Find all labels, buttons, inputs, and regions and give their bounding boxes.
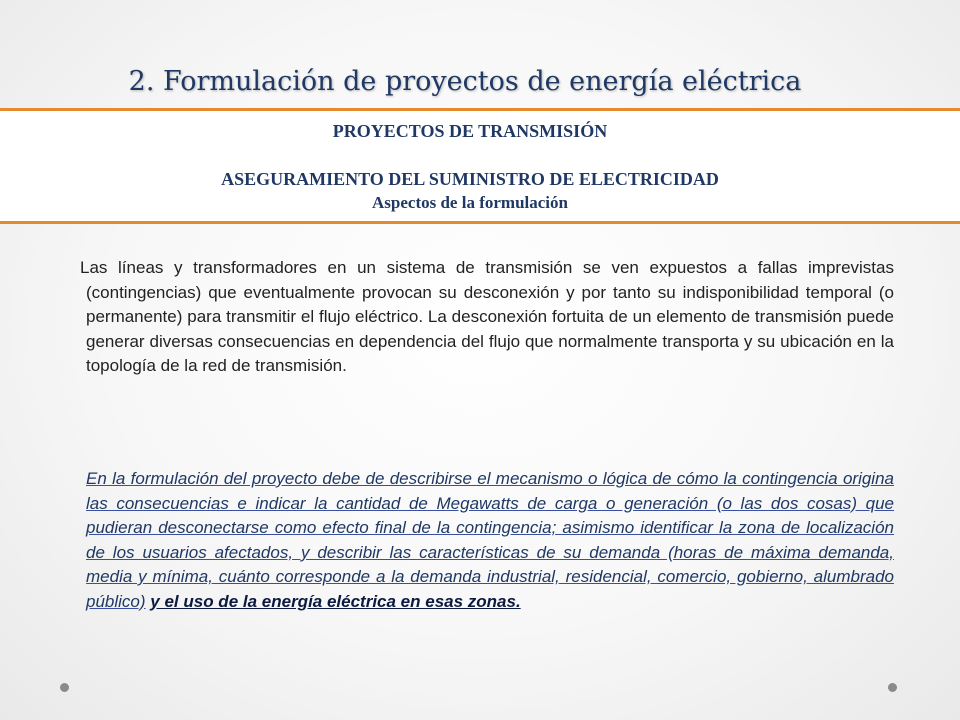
- body-paragraph-1: Las líneas y transformadores en un sistema de transmisión se ven expuestos a fallas imprevistas (contingencias) que eventualmente provocan su desconexión y por tanto su indisponibilidad temporal (o permanente) para transmitir el flujo eléctrico. La desconexión fortuita de un elemento de transmisión puede generar diversas consecuencias en dependencia del flujo que normalmente transporta y su ubicación en la topología de la red de transmisión.: [80, 258, 894, 375]
- slide-title: 2. Formulación de proyectos de energía eléctrica: [128, 66, 802, 97]
- paragraph-emphasis-link[interactable]: y el uso de la energía eléctrica en esas zonas.: [150, 591, 521, 611]
- banner-heading: PROYECTOS DE TRANSMISIÓN: [332, 121, 608, 141]
- banner-subheading: ASEGURAMIENTO DEL SUMINISTRO DE ELECTRICIDAD: [221, 169, 719, 189]
- decorative-dot-left: [60, 683, 69, 692]
- body-paragraph-2: [86, 467, 894, 614]
- decorative-dot-right: [888, 683, 897, 692]
- paragraph-hyperlink[interactable]: En la formulación del proyecto debe de describirse el mecanismo o lógica de cómo la contingencia origina las consecuencias e indicar la cantidad de Megawatts de carga o generación (o las dos cosas) que pudieran desconectarse como efecto final de la contingencia; asimismo identificar la zona de localización de los usuarios afectados, y describir las características de su demanda (horas de máxima demanda, media y mínima, cuánto corresponde a la demanda industrial, residencial, comercio, gobierno, alumbrado público): [86, 469, 894, 611]
- banner-caption: Aspectos de la formulación: [372, 193, 568, 212]
- section-banner: [0, 108, 960, 224]
